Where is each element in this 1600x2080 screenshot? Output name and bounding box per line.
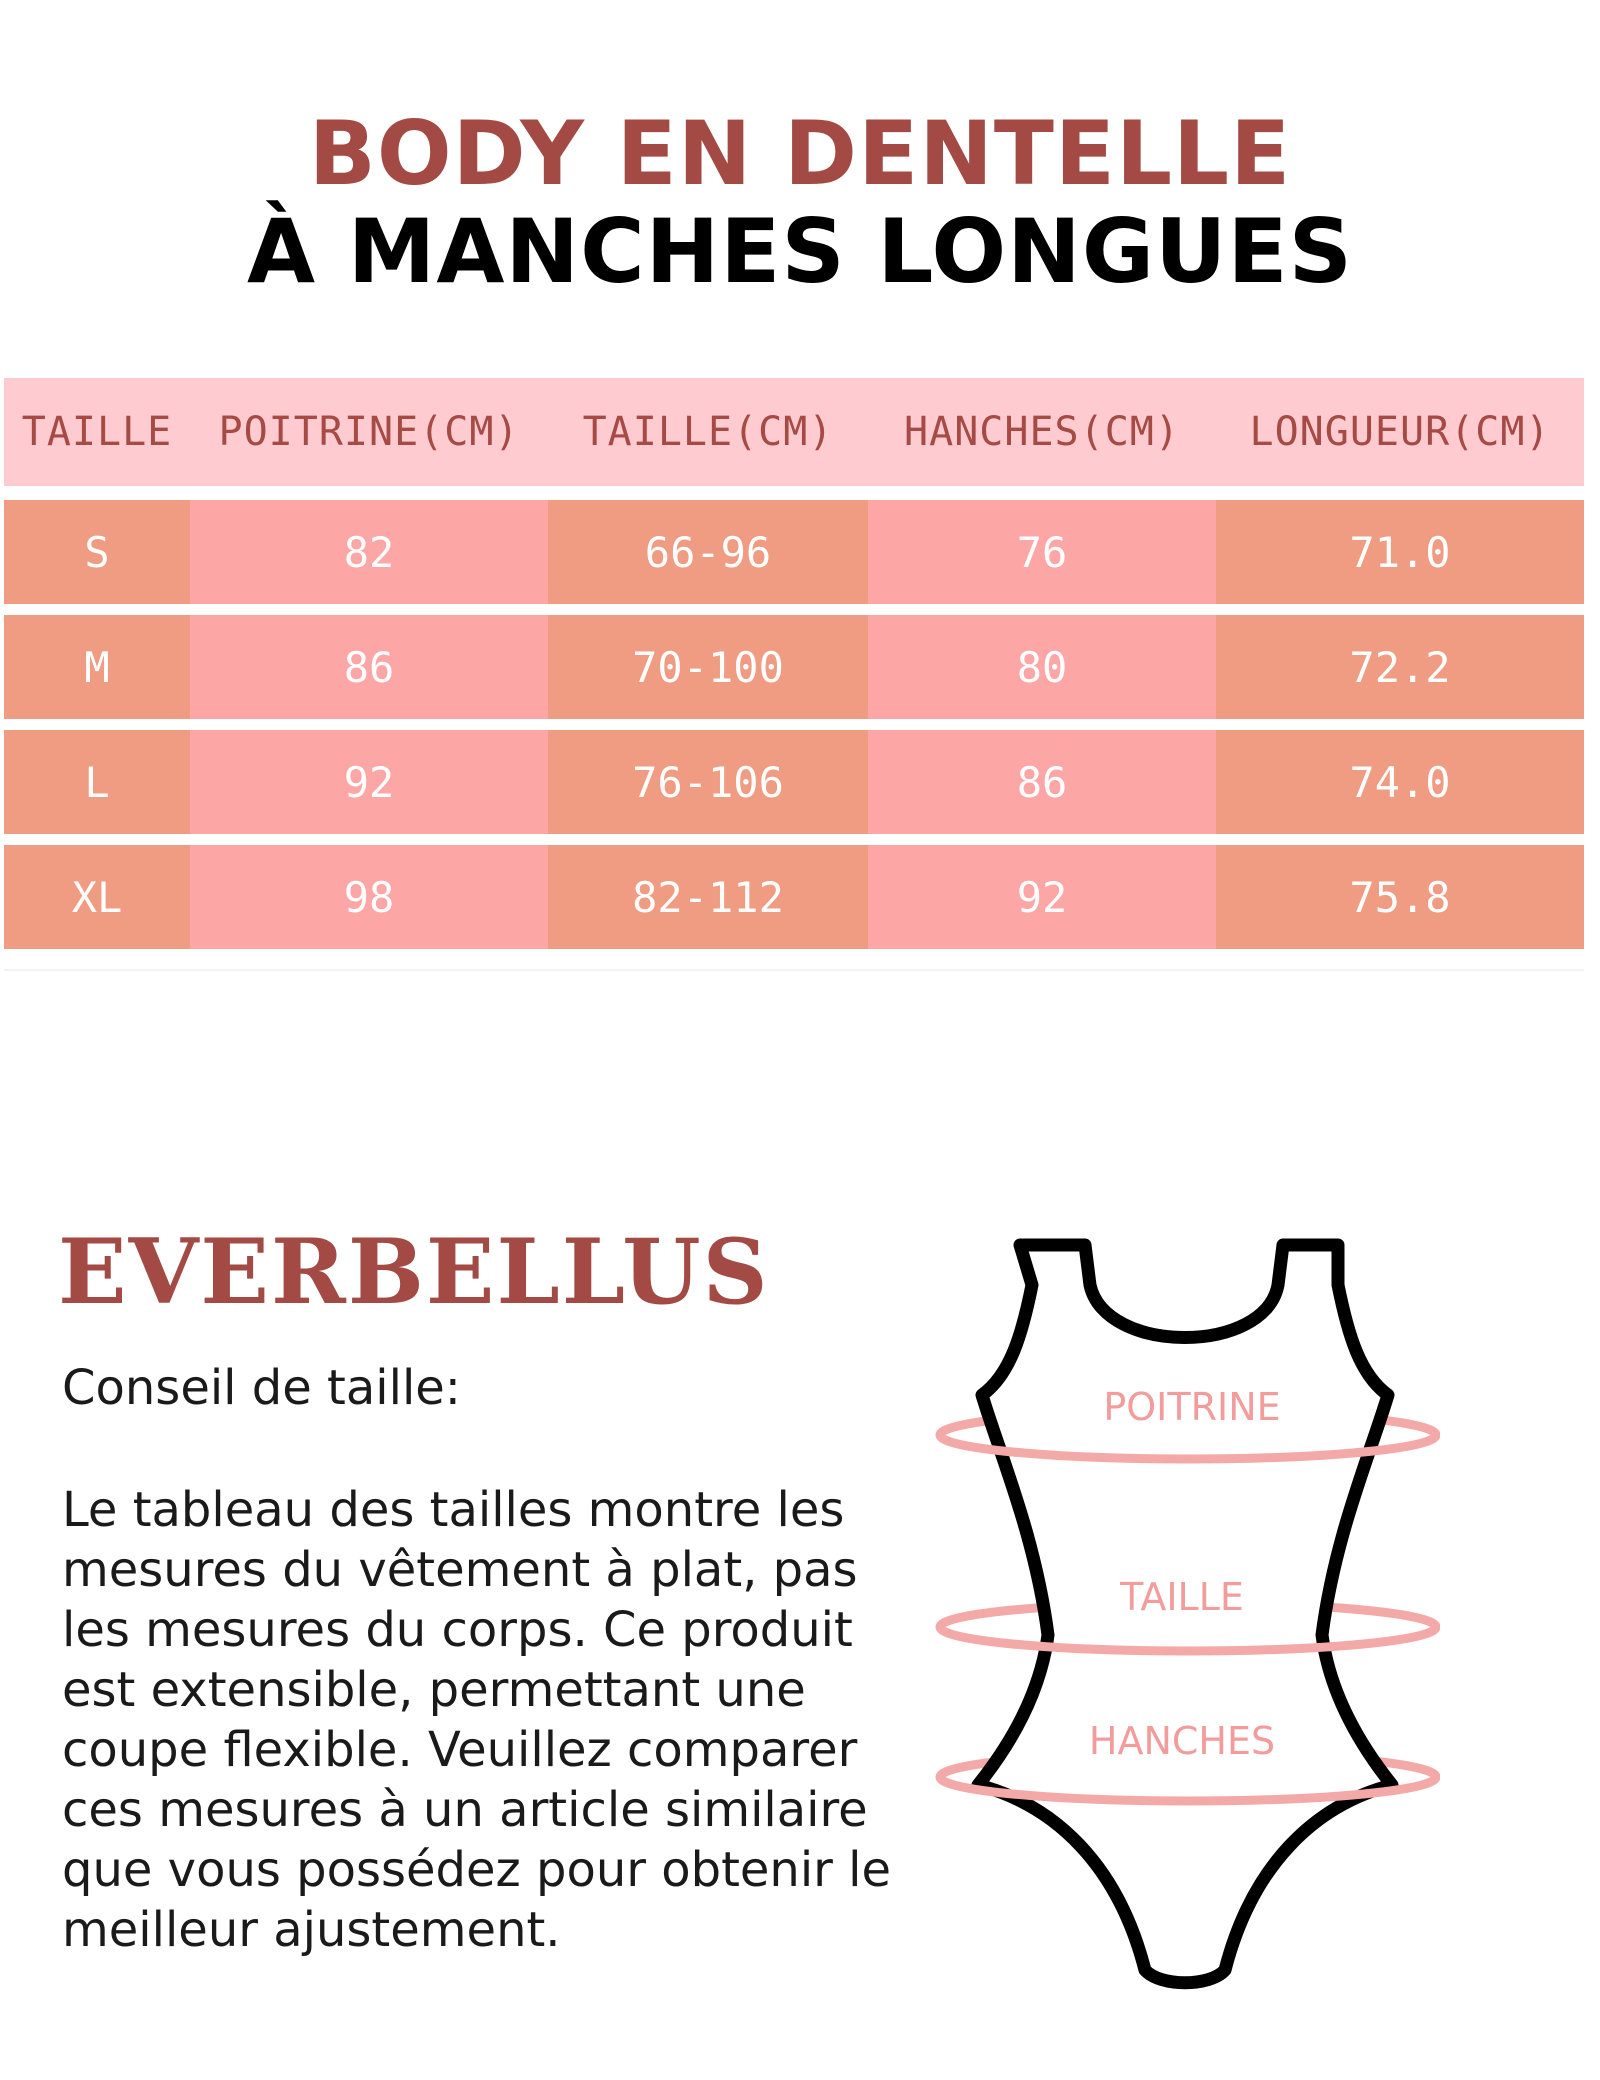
table-divider [4, 969, 1584, 971]
cell-hips: 92 [868, 845, 1216, 949]
header-hips: HANCHES(CM) [904, 409, 1180, 455]
bodysuit-figure [920, 1225, 1440, 1995]
header-size: TAILLE [21, 409, 173, 455]
cell-hips: 76 [868, 500, 1216, 604]
table-row [4, 615, 1584, 719]
cell-chest: 92 [190, 730, 548, 834]
cell-length: 71.0 [1216, 500, 1584, 604]
size-table [4, 378, 1584, 971]
cell-waist: 76-106 [548, 730, 868, 834]
table-row [4, 845, 1584, 949]
title-line-2: À MANCHES LONGUES [247, 200, 1353, 303]
cell-length: 75.8 [1216, 845, 1584, 949]
table-header-row [4, 378, 1584, 486]
table-row [4, 730, 1584, 834]
cell-size: M [4, 615, 190, 719]
cell-size: XL [4, 845, 190, 949]
cell-chest: 86 [190, 615, 548, 719]
waist-label: TAILLE [1120, 1575, 1244, 1619]
cell-length: 72.2 [1216, 615, 1584, 719]
header-length: LONGUEUR(CM) [1249, 409, 1551, 455]
table-row [4, 500, 1584, 604]
advice-title: Conseil de taille: [62, 1360, 461, 1416]
cell-waist: 66-96 [548, 500, 868, 604]
cell-length: 74.0 [1216, 730, 1584, 834]
advice-body: Le tableau des tailles montre les mesures du vêtement à plat, pas les mesures du corps. Ce produit est extensible, permettant une coupe flexible. Veuillez comparer ces mesures à un article similaire que vous possédez pour obtenir le meilleur ajustement. [62, 1482, 892, 1958]
cell-chest: 98 [190, 845, 548, 949]
page-title [0, 102, 1600, 303]
hips-label: HANCHES [1088, 1719, 1276, 1763]
cell-size: L [4, 730, 190, 834]
cell-hips: 80 [868, 615, 1216, 719]
chest-label: POITRINE [1103, 1385, 1281, 1429]
brand-logo: EVERBELLUS [58, 1219, 770, 1325]
cell-size: S [4, 500, 190, 604]
cell-chest: 82 [190, 500, 548, 604]
title-line-1: BODY EN DENTELLE [308, 102, 1292, 205]
cell-waist: 70-100 [548, 615, 868, 719]
cell-hips: 86 [868, 730, 1216, 834]
header-waist: TAILLE(CM) [582, 409, 834, 455]
header-chest: POITRINE(CM) [218, 409, 520, 455]
cell-waist: 82-112 [548, 845, 868, 949]
